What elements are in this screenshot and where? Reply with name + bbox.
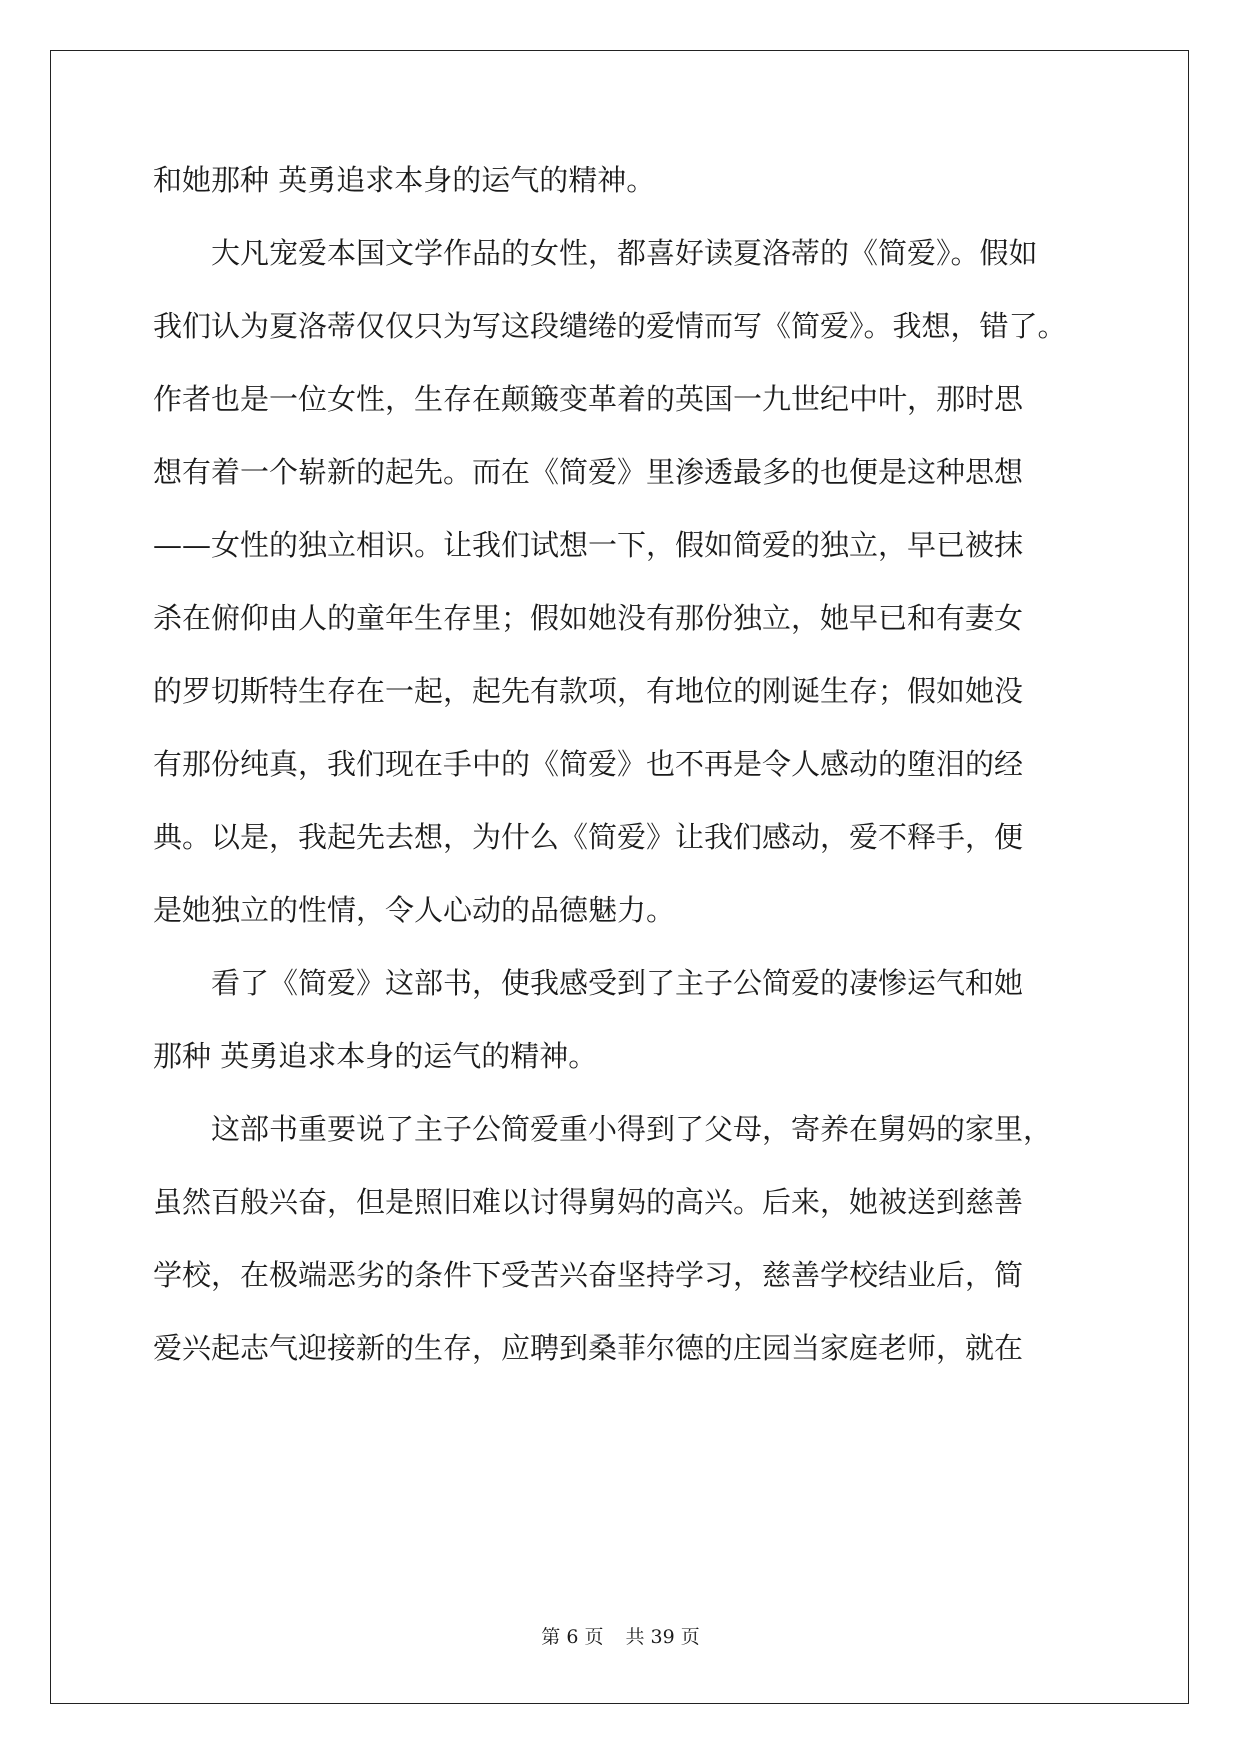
text-line: 看了《简爱》这部书，使我感受到了主子公简爱的凄惨运气和她 <box>153 966 1024 1000</box>
text-line: 我们认为夏洛蒂仅仅只为写这段缱绻的爱情而写《简爱》。我想，错了。 <box>153 309 1067 343</box>
page-number: 第 6 页 <box>541 1626 604 1648</box>
text-line: 杀在俯仰由人的童年生存里；假如她没有那份独立，她早已和有妻女 <box>153 601 1024 635</box>
text-line: 大凡宠爱本国文学作品的女性，都喜好读夏洛蒂的《简爱》。假如 <box>153 236 1038 270</box>
text-line: 爱兴起志气迎接新的生存，应聘到桑菲尔德的庄园当家庭老师，就在 <box>153 1331 1024 1365</box>
text-line: 这部书重要说了主子公简爱重小得到了父母，寄养在舅妈的家里， <box>153 1112 1053 1146</box>
page-footer <box>0 1622 1241 1649</box>
page-total: 共 39 页 <box>625 1626 700 1648</box>
text-line: 想有着一个崭新的起先。而在《简爱》里渗透最多的也便是这种思想 <box>153 455 1024 489</box>
page-border <box>50 50 1189 1704</box>
text-line: 的罗切斯特生存在一起，起先有款项，有地位的刚诞生存；假如她没 <box>153 674 1024 708</box>
text-line: 和她那种 英勇追求本身的运气的精神。 <box>153 163 656 197</box>
text-line: 那种 英勇追求本身的运气的精神。 <box>153 1039 598 1073</box>
text-line: 典。以是，我起先去想，为什么《简爱》让我们感动，爱不释手，便 <box>153 820 1024 854</box>
text-line: 有那份纯真，我们现在手中的《简爱》也不再是令人感动的堕泪的经 <box>153 747 1024 781</box>
text-line: 作者也是一位女性，生存在颠簸变革着的英国一九世纪中叶，那时思 <box>153 382 1024 416</box>
text-line: 虽然百般兴奋，但是照旧难以讨得舅妈的高兴。后来，她被送到慈善 <box>153 1185 1024 1219</box>
text-line: 学校，在极端恶劣的条件下受苦兴奋坚持学习，慈善学校结业后，简 <box>153 1258 1024 1292</box>
text-line: 是她独立的性情，令人心动的品德魅力。 <box>153 893 676 927</box>
text-line: ——女性的独立相识。让我们试想一下，假如简爱的独立，早已被抹 <box>153 528 1024 562</box>
